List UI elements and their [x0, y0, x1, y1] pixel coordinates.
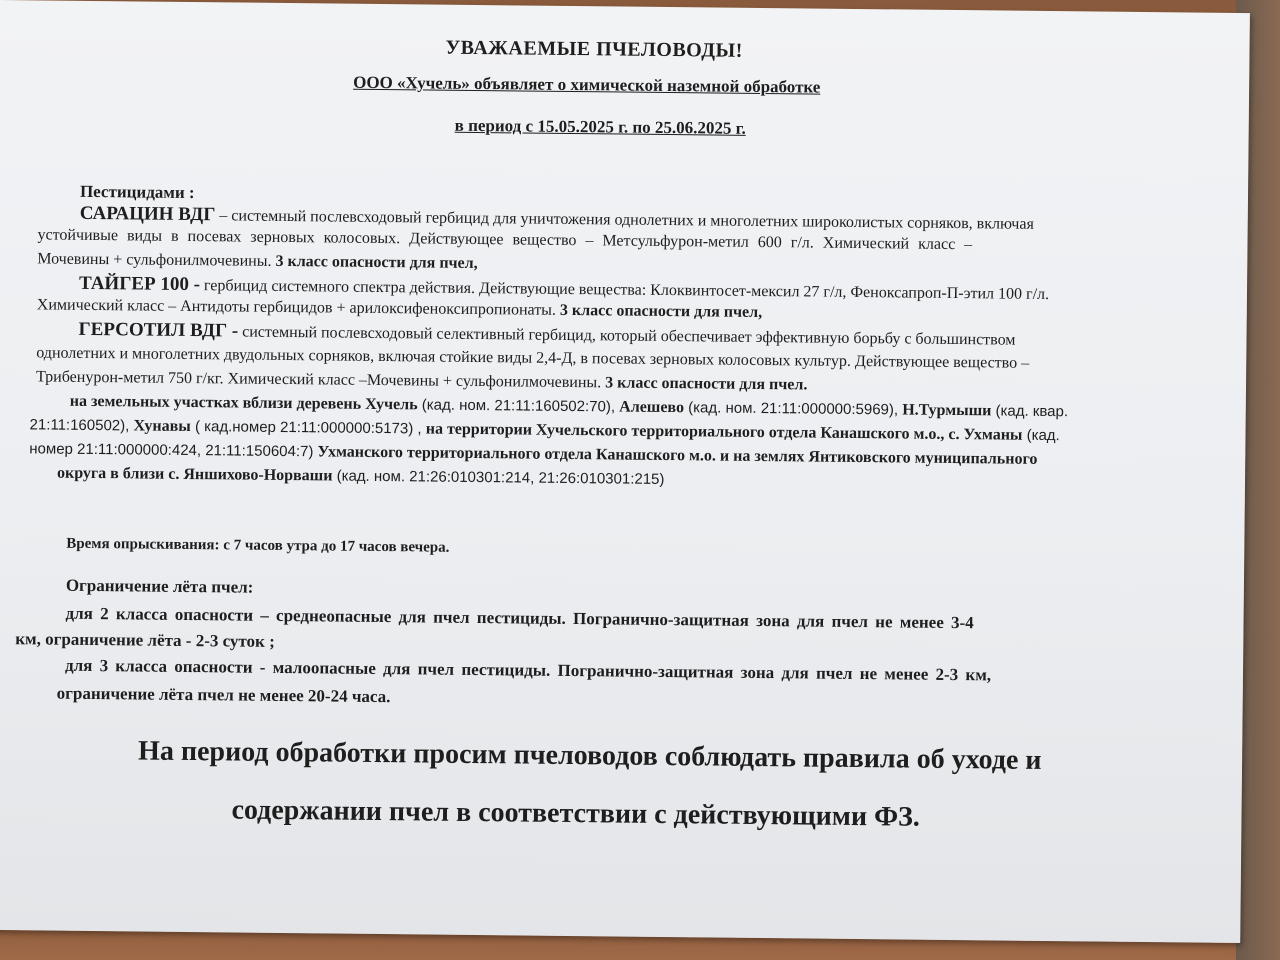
locations-line: округа в близи с. Яншихово-Норваши (кад. ном. 21:26:010301:214, 21:26:010301:215) [56, 464, 665, 488]
product-description-line: Химический класс – Антидоты гербицидов + арилоксифеноксипропионаты. 3 класс опасности для пчел, [36, 296, 763, 321]
locations-line: на земельных участках вблизи деревень Хучель (кад. ном. 21:11:160502:70), Алешево (кад. ном. 21:11:000000:5969), Н.Турмыши (кад. квар. [69, 392, 1069, 421]
restriction-heading: Ограничение лёта пчел: [65, 575, 254, 597]
product-description-line: однолетних и многолетних двудольных сорняков, включая стойкие виды 2,4-Д, в посевах зерновых колосовых культур. Действующее вещество – [36, 344, 1030, 372]
restriction-class-2: для 2 класса опасности – среднеопасные для пчел пестициды. Погранично-защитная зона для пчел не менее 3-4 [65, 603, 974, 633]
product-name: ГЕРСОТИЛ ВДГ - [78, 318, 239, 342]
product-description: гербицид системного спектра действия. Действующие вещества: Клоквинтосет-мексил 27 г/л, Феноксапроп-П-этил 100 г/л. [199, 277, 1050, 304]
spray-time: Время опрыскивания: с 7 часов утра до 17 часов вечера. [66, 535, 450, 556]
restriction-class-3-cont: ограничение лёта пчел не менее 20-24 часа. [56, 683, 391, 707]
hazard-class: 3 класс опасности для пчел. [605, 374, 808, 394]
locations-line: 21:11:160502), Хунавы ( кад.номер 21:11:000000:5173) , на территории Хучельского территориального отдела Канашского м.о., с. Ухманы (кад. [29, 416, 1060, 445]
product-description: – системный послевсходовый гербицид для уничтожения однолетних и многолетних широколистых сорняков, включая [215, 207, 1034, 233]
hazard-class: 3 класс опасности для пчел, [275, 252, 478, 273]
closing-line: На период обработки просим пчеловодов соблюдать правила об уходе и [137, 735, 1042, 776]
product-name: САРАЦИН ВДГ [79, 202, 216, 226]
product-description-line: Трибенурон-метил 750 г/кг. Химический класс –Мочевины + сульфонилмочевины. 3 класс опасности для пчел. [35, 368, 808, 394]
pesticides-heading: Пестицидами : [79, 181, 195, 203]
product-description-line: Мочевины + сульфонилмочевины. 3 класс опасности для пчел, [37, 250, 478, 273]
notice-period: в период с 15.05.2025 г. по 25.06.2025 г. [454, 115, 746, 138]
hazard-class: 3 класс опасности для пчел, [559, 301, 763, 321]
restriction-class-3: для 3 класса опасности - малоопасные для пчел пестициды. Погранично-защитная зона для пчел не менее 2-3 км, [64, 655, 992, 685]
product-description: системный послевсходовый селективный гербицид, который обеспечивает эффективную борьбу с большинством [238, 323, 1016, 349]
locations-line: номер 21:11:000000:424, 21:11:150604:7) Ухманского территориального отдела Канашского м.о. и на землях Янтиковского муниципального [29, 440, 1038, 468]
notice-subtitle: ООО «Хучель» объявляет о химической наземной обработке [353, 72, 821, 97]
notice-title: УВАЖАЕМЫЕ ПЧЕЛОВОДЫ! [445, 36, 743, 62]
product-description-line: устойчивые виды в посевах зерновых колосовых. Действующее вещество – Метсульфурон-метил 600 г/л. Химический класс – [37, 226, 973, 254]
restriction-class-2-cont: км, ограничение лёта - 2-3 суток ; [15, 629, 275, 651]
product-name: ТАЙГЕР 100 - [78, 272, 201, 296]
closing-line: содержании пчел в соответствии с действующими ФЗ. [231, 794, 921, 833]
